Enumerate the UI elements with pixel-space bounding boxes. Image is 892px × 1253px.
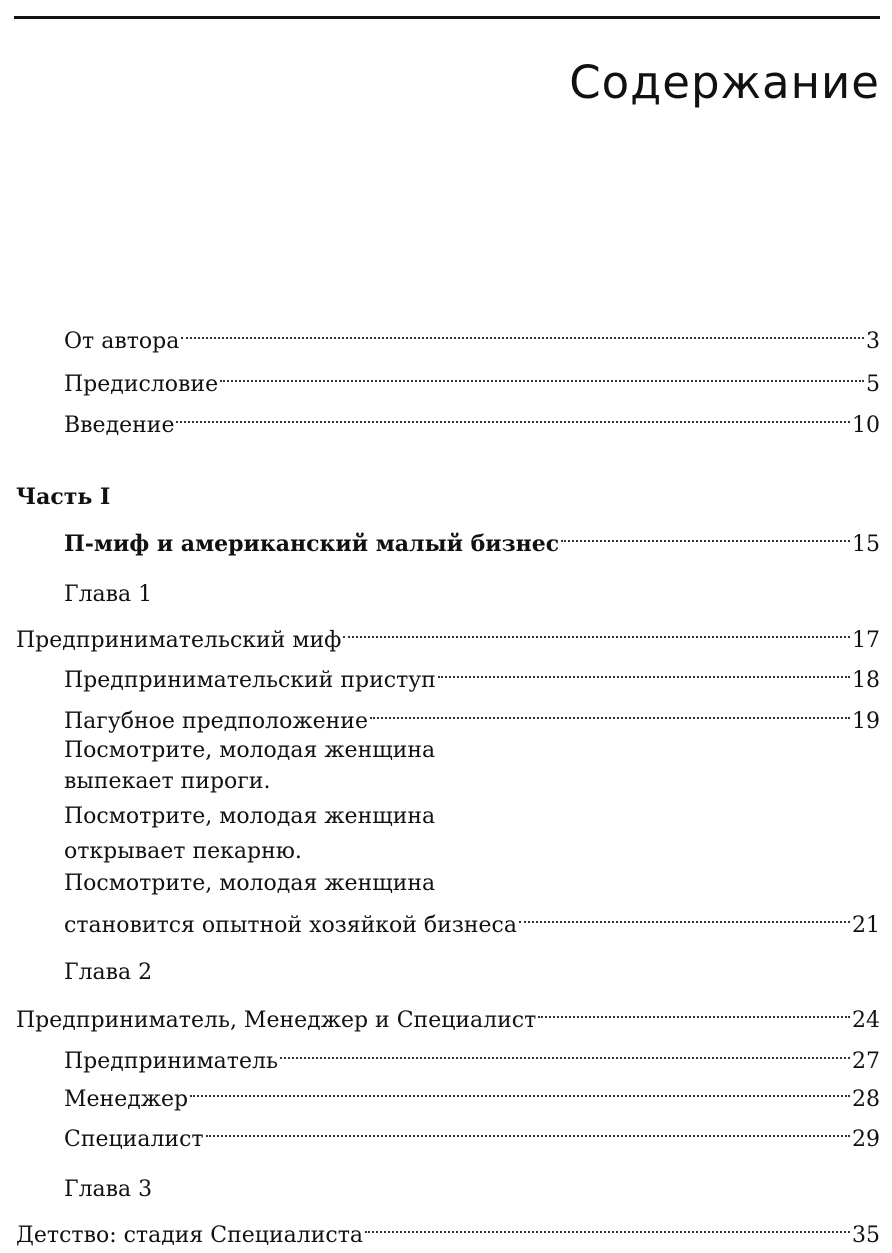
toc-entry-page: 3 <box>866 329 880 354</box>
toc-entry-section[interactable] <box>64 1034 880 1074</box>
toc-entry-section[interactable] <box>64 898 880 938</box>
toc-entry-page: 27 <box>852 1049 880 1074</box>
dot-leader <box>370 694 850 728</box>
toc-entry-section[interactable] <box>64 694 880 734</box>
dot-leader <box>365 1208 850 1242</box>
toc-entry-chapter-1[interactable] <box>16 613 880 653</box>
toc-entry-label: П-миф и американский малый бизнес <box>64 531 560 557</box>
dot-leader <box>190 1072 850 1106</box>
toc-entry-multiline-text: открывает пекарню. <box>64 839 302 864</box>
chapter-label: Глава 2 <box>64 960 153 985</box>
toc-entry-label: Пагубное предположение <box>64 709 368 734</box>
toc-entry-label: Специалист <box>64 1127 204 1152</box>
toc-entry-preface[interactable] <box>64 357 880 397</box>
chapter-label: Глава 1 <box>64 582 153 607</box>
dot-leader <box>538 993 850 1027</box>
toc-entry-label: Предпринимательский миф <box>16 628 342 653</box>
toc-entry-label: Предисловие <box>64 372 219 397</box>
toc-entry-page: 28 <box>852 1087 880 1112</box>
toc-entry-chapter-3[interactable] <box>16 1208 880 1248</box>
toc-entry-page: 15 <box>852 532 880 557</box>
part-heading: Часть I <box>16 484 111 510</box>
dot-leader <box>206 1112 850 1146</box>
toc-entry-chapter-2[interactable] <box>16 993 880 1033</box>
dot-leader <box>220 357 864 391</box>
toc-entry-page: 19 <box>852 709 880 734</box>
toc-entry-page: 29 <box>852 1127 880 1152</box>
dot-leader <box>343 613 850 647</box>
toc-entry-label: Предприниматель, Менеджер и Специалист <box>16 1008 537 1033</box>
toc-entry-page: 21 <box>852 913 880 938</box>
dot-leader <box>438 653 850 687</box>
toc-entry-introduction[interactable] <box>64 398 880 438</box>
dot-leader <box>561 517 850 551</box>
toc-entry-label: Менеджер <box>64 1087 189 1112</box>
toc-entry-multiline-text: выпекает пироги. <box>64 769 271 794</box>
toc-entry-section[interactable] <box>64 1112 880 1152</box>
dot-leader <box>519 898 850 932</box>
toc-entry-label: Детство: стадия Специалиста <box>16 1223 363 1248</box>
toc-entry-label: От автора <box>64 329 180 354</box>
page-title: Содержание <box>569 56 880 109</box>
toc-entry-label: Введение <box>64 413 175 438</box>
toc-entry-part-1[interactable] <box>64 517 880 557</box>
toc-entry-section[interactable] <box>64 1072 880 1112</box>
toc-entry-page: 18 <box>852 668 880 693</box>
dot-leader <box>280 1034 850 1068</box>
toc-entry-label: Предпринимательский приступ <box>64 668 436 693</box>
chapter-label: Глава 3 <box>64 1177 153 1202</box>
toc-entry-page: 5 <box>866 372 880 397</box>
toc-entry-page: 17 <box>852 628 880 653</box>
toc-entry-section[interactable] <box>64 653 880 693</box>
dot-leader <box>176 398 850 432</box>
toc-entry-label: Предприниматель <box>64 1049 278 1074</box>
toc-entry-from-author[interactable] <box>64 314 880 354</box>
toc-entry-label: становится опытной хозяйкой бизнеса <box>64 913 517 938</box>
toc-entry-multiline-text: Посмотрите, молодая женщина <box>64 738 436 763</box>
toc-entry-multiline-text: Посмотрите, молодая женщина <box>64 804 436 829</box>
toc-entry-page: 24 <box>852 1008 880 1033</box>
toc-entry-multiline-text: Посмотрите, молодая женщина <box>64 871 436 896</box>
dot-leader <box>181 314 864 348</box>
toc-entry-page: 35 <box>852 1223 880 1248</box>
toc-entry-page: 10 <box>852 413 880 438</box>
